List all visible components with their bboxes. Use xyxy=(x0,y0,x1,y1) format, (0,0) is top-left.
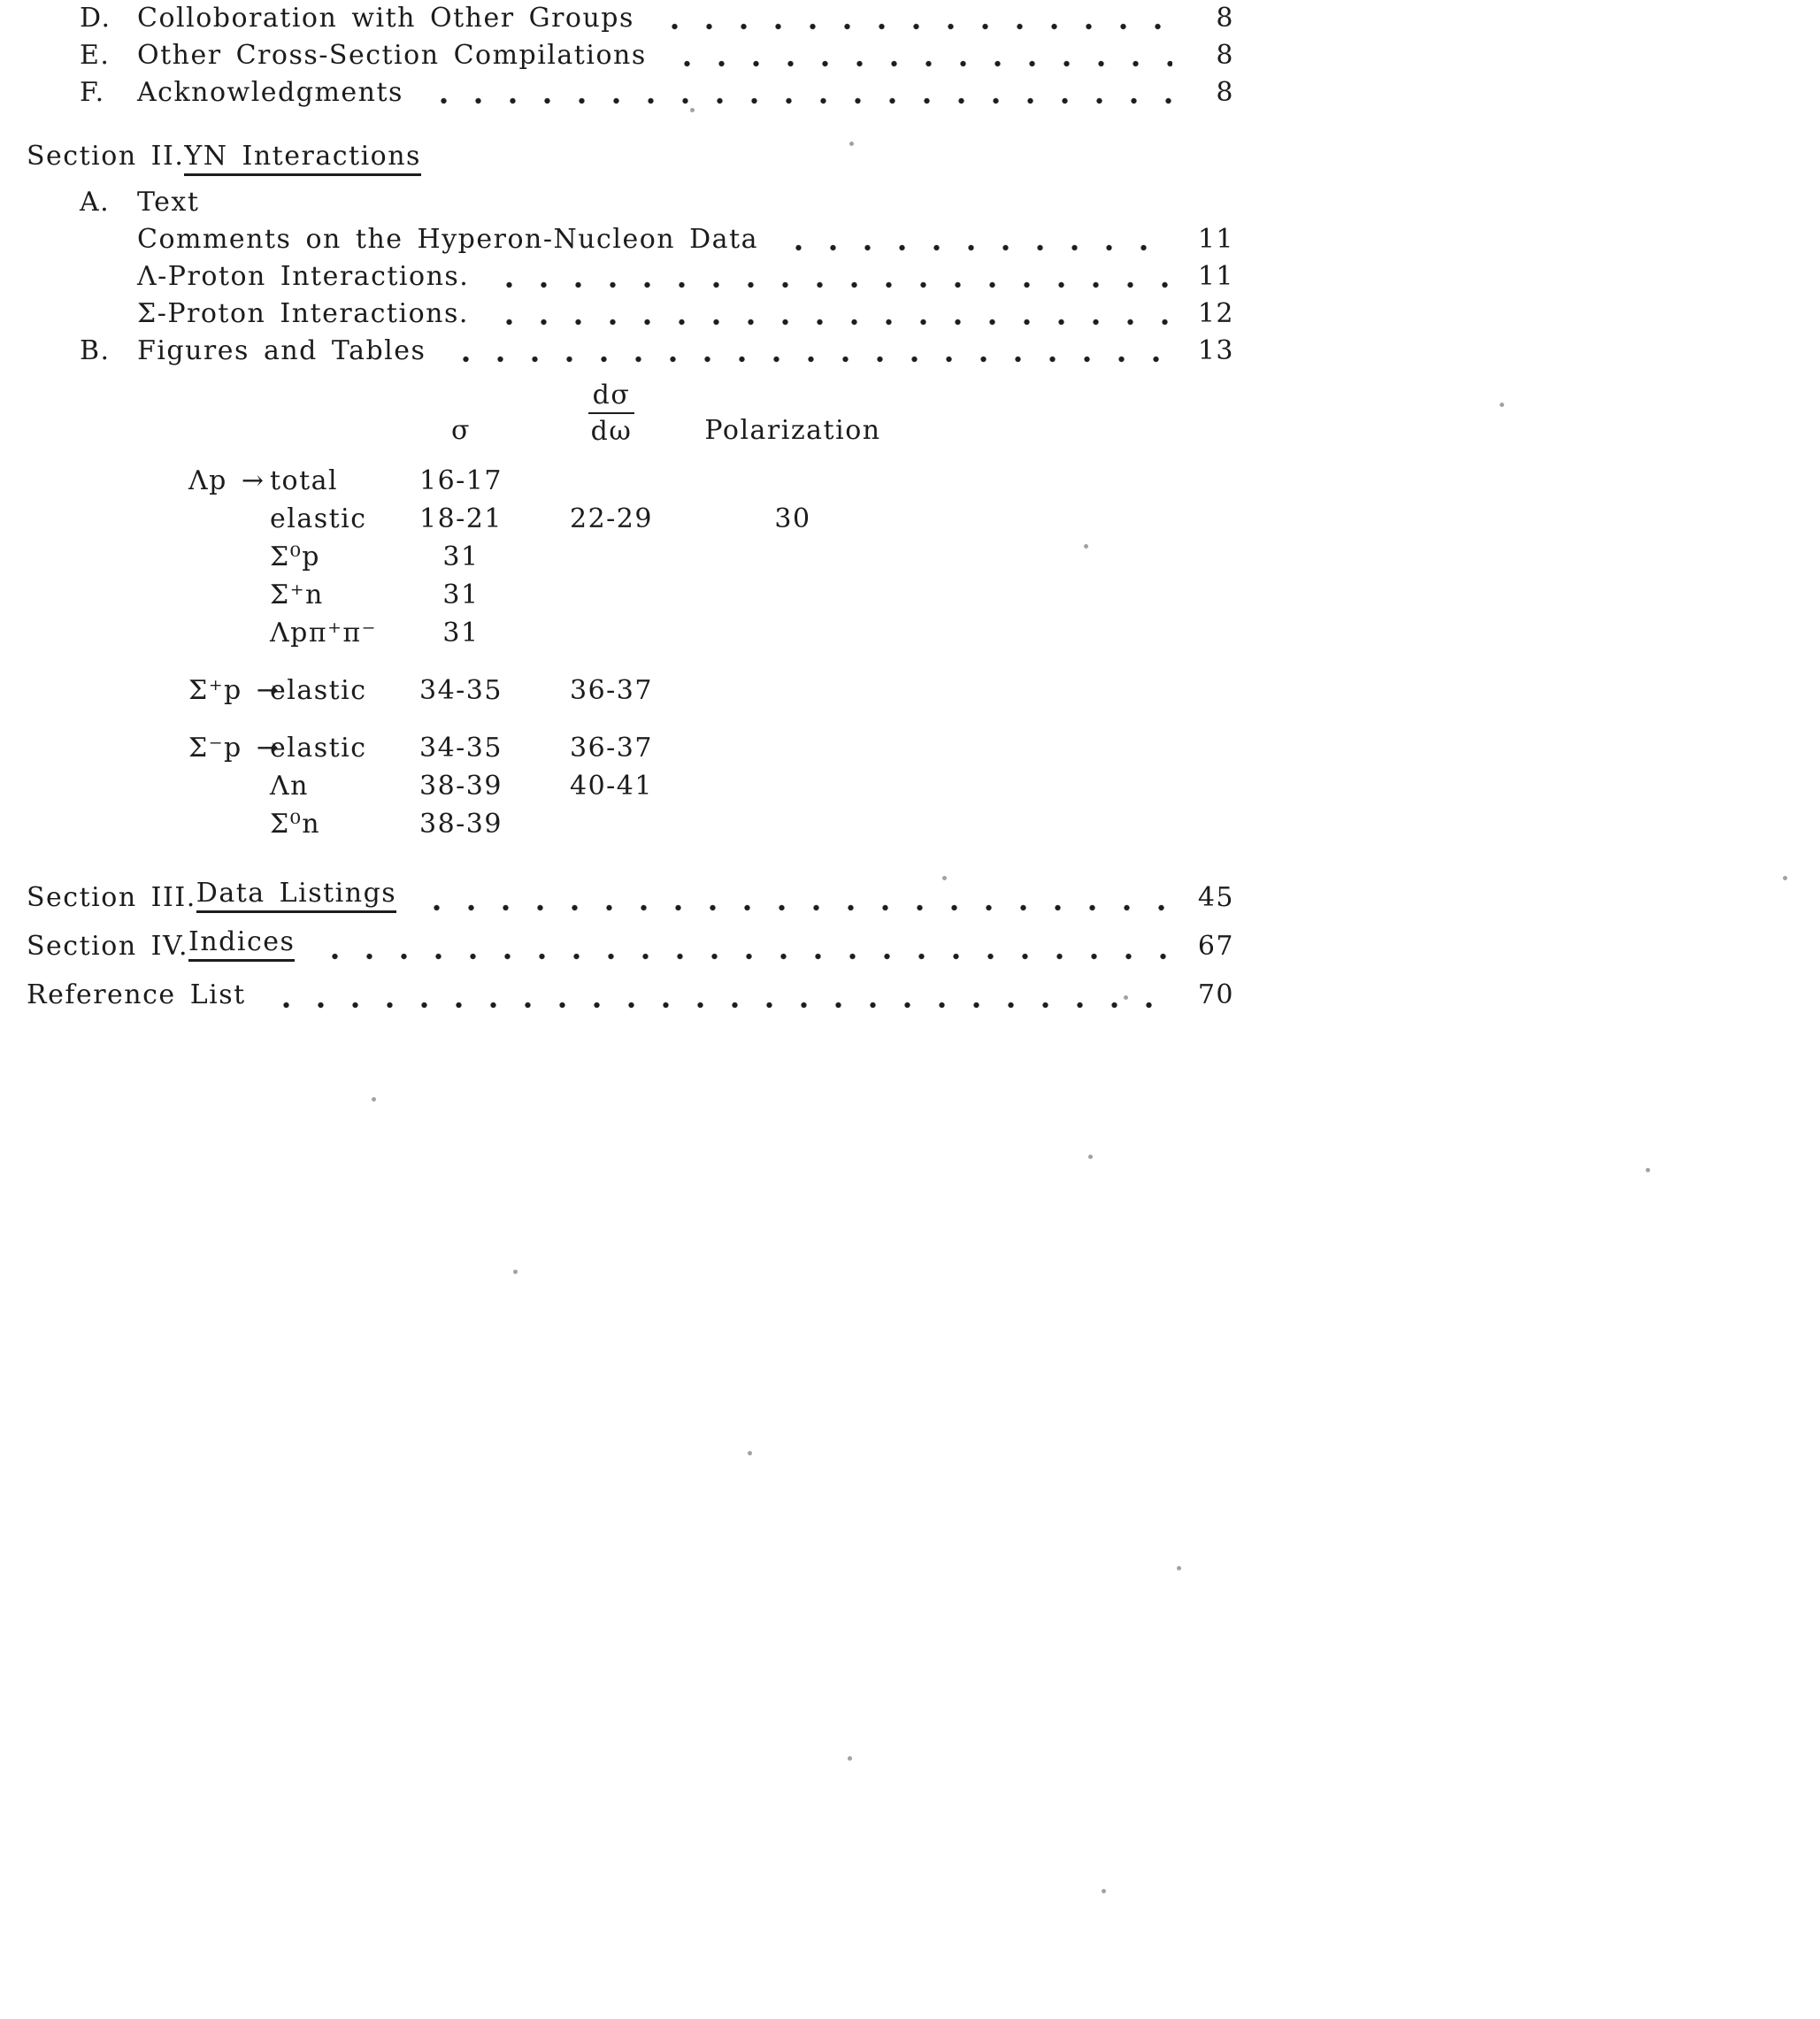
leader-dots xyxy=(426,74,1172,111)
reaction-name: elastic xyxy=(270,503,367,534)
scan-speck xyxy=(1500,403,1504,407)
reaction-prefix: Σ⁻p → xyxy=(188,733,280,764)
figures-table-row xyxy=(188,672,1234,710)
dsdw-pages: 36-37 xyxy=(570,675,653,706)
figures-table-row xyxy=(188,767,1234,805)
section-label: Section III. xyxy=(27,882,196,913)
bottom-sections xyxy=(27,873,1234,1019)
toc-entry xyxy=(27,258,1234,296)
item-title: Figures and Tables xyxy=(137,335,426,366)
polarization-pages: 30 xyxy=(774,503,811,534)
polarization-column-header: Polarization xyxy=(704,415,881,446)
scan-speck xyxy=(1646,1168,1650,1172)
scan-speck xyxy=(1783,876,1787,880)
page-number: 11 xyxy=(1197,261,1234,292)
sigma-pages: 18-21 xyxy=(419,503,503,534)
dsdw-pages: 22-29 xyxy=(570,503,653,534)
dsdw-pages: 40-41 xyxy=(570,771,653,802)
item-title: Comments on the Hyperon-Nucleon Data xyxy=(137,224,759,255)
scan-speck xyxy=(372,1097,376,1102)
sigma-pages: 31 xyxy=(442,580,480,610)
toc-entry xyxy=(27,296,1234,333)
dsigma-domega-column-header xyxy=(588,380,635,446)
scan-speck xyxy=(748,1451,752,1455)
reaction-name: Σ⁺n xyxy=(270,580,324,610)
item-letter: F. xyxy=(80,77,105,108)
toc-entry xyxy=(27,873,1234,922)
figures-table-row xyxy=(188,614,1234,652)
figures-table-row xyxy=(188,500,1234,538)
scan-speck xyxy=(849,142,854,146)
item-letter: D. xyxy=(80,3,111,34)
reaction-name: elastic xyxy=(270,733,367,764)
reaction-name: total xyxy=(270,465,339,496)
leader-dots xyxy=(318,922,1172,971)
reaction-name: Σ⁰p xyxy=(270,541,320,572)
leader-dots xyxy=(419,873,1172,922)
section-title: YN Interactions xyxy=(184,142,421,176)
sigma-pages: 31 xyxy=(442,618,480,649)
leader-dots xyxy=(449,333,1172,370)
section-label: Section II. xyxy=(27,141,185,172)
item-title: Acknowledgments xyxy=(137,77,403,108)
page-number: 8 xyxy=(1216,3,1234,34)
sigma-pages: 34-35 xyxy=(419,675,503,706)
scan-speck xyxy=(1088,1155,1093,1159)
reaction-name: elastic xyxy=(270,675,367,706)
leader-dots xyxy=(657,0,1172,37)
scan-speck xyxy=(690,108,695,112)
sigma-pages: 16-17 xyxy=(419,465,503,496)
figures-index-table xyxy=(188,380,1234,843)
page-number: 12 xyxy=(1197,298,1234,329)
reaction-name: Λn xyxy=(270,771,309,802)
page-number: 45 xyxy=(1197,882,1234,913)
item-letter: E. xyxy=(80,40,111,71)
reaction-name: Σ⁰n xyxy=(270,809,321,840)
page-number: 13 xyxy=(1197,335,1234,366)
scan-speck xyxy=(942,876,947,880)
section-title: Data Listings xyxy=(196,879,396,913)
scan-speck xyxy=(513,1270,518,1274)
toc-entry xyxy=(27,184,1234,221)
item-title: Σ-Proton Interactions. xyxy=(137,298,469,329)
page-number: 67 xyxy=(1197,931,1234,962)
toc-entry xyxy=(27,74,1234,111)
section-title: Indices xyxy=(188,927,295,962)
item-letter: A. xyxy=(80,187,111,218)
reaction-name: Λpπ⁺π⁻ xyxy=(270,618,377,649)
figures-table-row xyxy=(188,462,1234,500)
item-title: Other Cross-Section Compilations xyxy=(137,40,647,71)
sigma-column-header: σ xyxy=(451,415,471,446)
sigma-pages: 38-39 xyxy=(419,809,503,840)
scan-speck xyxy=(848,1756,852,1761)
figures-table-row xyxy=(188,538,1234,576)
reaction-prefix: Λp → xyxy=(188,465,265,496)
toc-entry xyxy=(27,922,1234,971)
page-number: 70 xyxy=(1197,979,1234,1010)
figures-table-row xyxy=(188,576,1234,614)
sigma-pages: 31 xyxy=(442,541,480,572)
figures-table-row xyxy=(188,729,1234,767)
leader-dots xyxy=(492,296,1172,333)
dsdw-pages: 36-37 xyxy=(570,733,653,764)
figures-table-row xyxy=(188,805,1234,843)
leader-dots xyxy=(269,971,1172,1019)
scan-speck xyxy=(1084,544,1088,549)
scan-speck xyxy=(1177,1566,1181,1570)
item-title: Colloboration with Other Groups xyxy=(137,3,634,34)
figures-table-header xyxy=(188,380,1234,446)
fraction-numerator: dσ xyxy=(588,380,635,414)
leader-dots xyxy=(781,221,1172,258)
scan-speck xyxy=(1124,995,1128,1000)
table-of-contents xyxy=(27,0,1234,1019)
leader-dots xyxy=(492,258,1172,296)
toc-entry xyxy=(27,971,1234,1019)
page-number: 8 xyxy=(1216,77,1234,108)
section-label: Reference List xyxy=(27,979,246,1010)
scan-speck xyxy=(1102,1889,1106,1893)
toc-entry xyxy=(27,37,1234,74)
toc-entry xyxy=(27,0,1234,37)
toc-entry xyxy=(27,333,1234,370)
page-number: 11 xyxy=(1197,224,1234,255)
reaction-prefix: Σ⁺p → xyxy=(188,675,280,706)
leader-dots xyxy=(670,37,1172,74)
section-2-heading xyxy=(27,134,1234,184)
sigma-pages: 34-35 xyxy=(419,733,503,764)
sigma-pages: 38-39 xyxy=(419,771,503,802)
item-title: Text xyxy=(137,187,200,218)
item-title: Λ-Proton Interactions. xyxy=(137,261,470,292)
page-number: 8 xyxy=(1216,40,1234,71)
fraction-denominator: dω xyxy=(590,416,633,447)
toc-entry xyxy=(27,221,1234,258)
item-letter: B. xyxy=(80,335,111,366)
section-label: Section IV. xyxy=(27,931,188,962)
